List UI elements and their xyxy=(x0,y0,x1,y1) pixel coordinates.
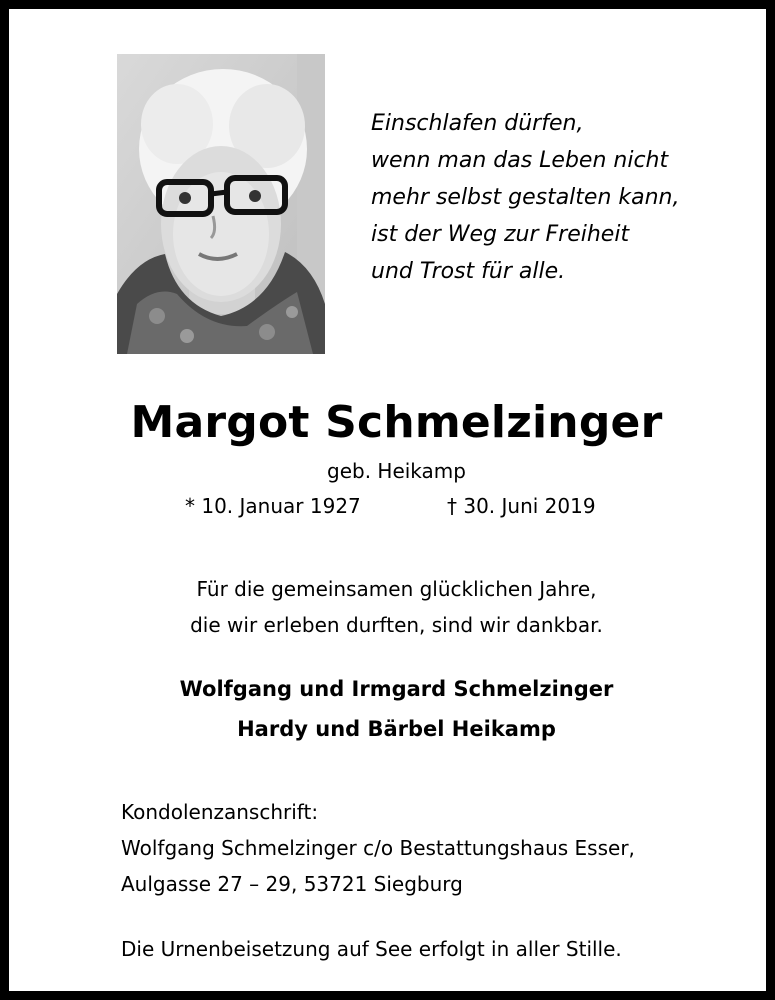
thanks-line: die wir erleben durften, sind wir dankbar. xyxy=(190,613,603,637)
poem-line: wenn man das Leben nicht xyxy=(371,148,669,173)
poem xyxy=(371,105,731,290)
condolence-label: Kondolenzanschrift: xyxy=(121,800,319,824)
thanks-line: Für die gemeinsamen glücklichen Jahre, xyxy=(196,577,597,601)
mourner-name: Wolfgang und Irmgard Schmelzinger xyxy=(179,677,614,701)
portrait-image xyxy=(117,54,325,354)
mourners-list xyxy=(9,669,775,749)
condolence-line: Wolfgang Schmelzinger c/o Bestattungshaus Esser, xyxy=(121,836,635,860)
death-date: † 30. Juni 2019 xyxy=(447,494,596,518)
maiden-name: geb. Heikamp xyxy=(327,459,466,483)
poem-line: ist der Weg zur Freiheit xyxy=(371,222,630,247)
portrait-photo xyxy=(117,54,325,354)
birth-date: * 10. Januar 1927 xyxy=(185,494,361,518)
poem-line: und Trost für alle. xyxy=(371,259,566,284)
burial-note: Die Urnenbeisetzung auf See erfolgt in aller Stille. xyxy=(121,937,622,961)
condolence-line: Aulgasse 27 – 29, 53721 Siegburg xyxy=(121,872,463,896)
poem-line: mehr selbst gestalten kann, xyxy=(371,185,680,210)
poem-line: Einschlafen dürfen, xyxy=(371,111,584,136)
deceased-name: Margot Schmelzinger xyxy=(130,397,663,448)
thanks-text xyxy=(9,571,775,643)
mourner-name: Hardy und Bärbel Heikamp xyxy=(237,717,556,741)
condolence-address xyxy=(121,794,635,902)
